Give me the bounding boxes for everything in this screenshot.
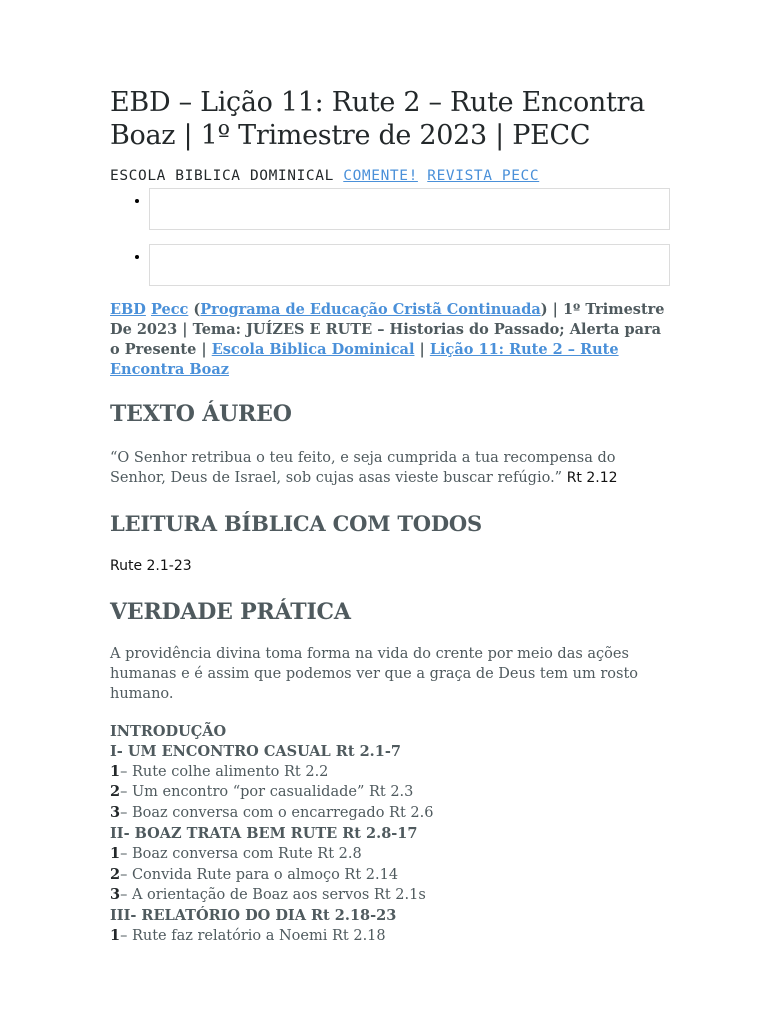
outline-item-number: 1 [110, 762, 121, 780]
breadcrumb-licao-link[interactable]: Lição 11: Rute 2 – Rute Encontra Boaz [110, 341, 619, 378]
outline-item-number: 3 [110, 886, 121, 904]
verdade-text: A providência divina toma forma na vida do crente por meio das ações humanas e é assim que podemos ver que a graça de Deus tem um rosto humano. [110, 646, 639, 702]
outline-item [110, 885, 670, 906]
outline-item [110, 865, 670, 886]
category-comente-link[interactable]: COMENTE! [343, 168, 418, 184]
outline-heading: I- UM ENCONTRO CASUAL Rt 2.1-7 [110, 742, 401, 760]
outline-item-text: – Boaz conversa com o encarregado Rt 2.6 [120, 805, 434, 822]
outline-item-number: 1 [110, 844, 121, 862]
post-categories [110, 167, 670, 185]
texto-aureo-quote: “O Senhor retribua o teu feito, e seja cumprida a tua recompensa do Senhor, Deus de Israel, sob cujas asas vieste buscar refúgio.” [110, 450, 616, 486]
outline-item-text: – Convida Rute para o almoço Rt 2.14 [120, 866, 399, 883]
breadcrumb-text: ) | 1º Trimestre De 2023 | Tema: JUÍZES E RUTE – Historias do Passado; Alerta para o Presente | [110, 301, 665, 358]
lesson-outline [110, 722, 670, 947]
outline-item [110, 762, 670, 783]
breadcrumb [110, 300, 670, 380]
outline-item-text: – Rute faz relatório a Noemi Rt 2.18 [120, 927, 386, 944]
leitura-text: Rute 2.1-23 [110, 558, 192, 574]
leitura-heading: LEITURA BÍBLICA COM TODOS [110, 511, 482, 536]
verdade-heading: VERDADE PRÁTICA [110, 599, 351, 625]
texto-aureo-reference: Rt 2.12 [566, 470, 618, 486]
breadcrumb-program-link[interactable]: Programa de Educação Cristã Continuada [200, 301, 541, 318]
texto-aureo-paragraph [110, 448, 670, 488]
breadcrumb-pecc-link[interactable]: Pecc [150, 301, 189, 318]
outline-heading: INTRODUÇÃO [110, 723, 227, 740]
texto-aureo-heading: TEXTO ÁUREO [110, 401, 292, 427]
breadcrumb-separator: | [414, 341, 430, 358]
share-box[interactable] [149, 188, 670, 230]
outline-item-number: 2 [110, 865, 121, 883]
breadcrumb-ebd-link[interactable]: EBD [110, 301, 146, 318]
outline-heading: II- BOAZ TRATA BEM RUTE Rt 2.8-17 [110, 824, 418, 842]
category-revista-link[interactable]: REVISTA PECC [427, 168, 540, 184]
share-list [110, 188, 670, 286]
outline-item [110, 926, 670, 947]
outline-item [110, 803, 670, 824]
outline-item-number: 1 [110, 926, 121, 944]
post-title: EBD – Lição 11: Rute 2 – Rute Encontra Boaz | 1º Trimestre de 2023 | PECC [110, 87, 645, 151]
share-box[interactable] [149, 244, 670, 286]
article [110, 86, 670, 947]
breadcrumb-escola-link[interactable]: Escola Biblica Dominical [211, 341, 415, 358]
breadcrumb-text: ( [188, 301, 201, 318]
outline-item-text: – Rute colhe alimento Rt 2.2 [120, 763, 329, 780]
outline-heading: III- RELATÓRIO DO DIA Rt 2.18-23 [110, 907, 397, 925]
outline-item [110, 782, 670, 803]
outline-item-number: 2 [110, 783, 121, 801]
outline-item-text: – Um encontro “por casualidade” Rt 2.3 [120, 784, 414, 801]
outline-item [110, 844, 670, 865]
outline-item-number: 3 [110, 804, 121, 822]
category-escola: ESCOLA BIBLICA DOMINICAL [110, 168, 334, 184]
outline-item-text: – A orientação de Boaz aos servos Rt 2.1s [120, 887, 426, 904]
outline-item-text: – Boaz conversa com Rute Rt 2.8 [120, 845, 362, 862]
